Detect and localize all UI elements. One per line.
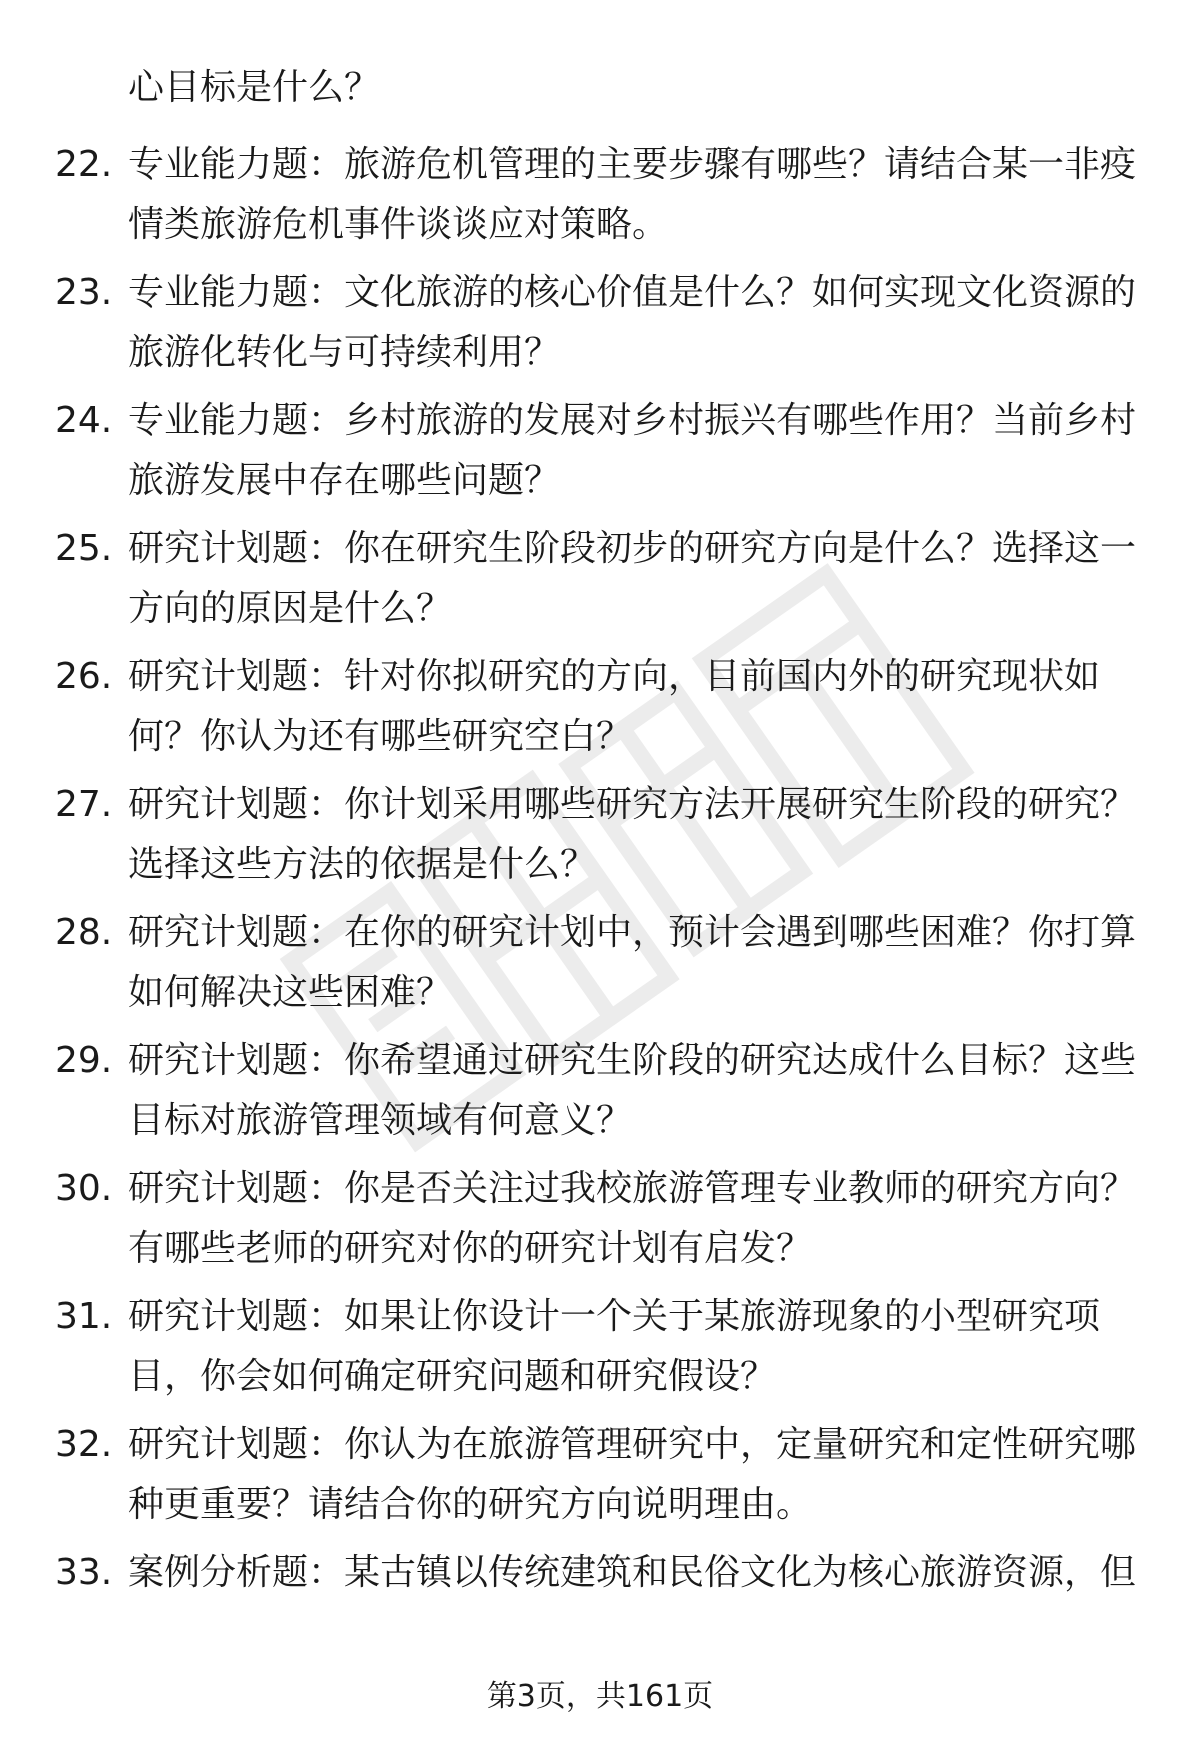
question-text: 研究计划题：针对你拟研究的方向，目前国内外的研究现状如何？你认为还有哪些研究空白？ [128, 656, 1101, 757]
page-footer: 第3页，共161页 [486, 1679, 714, 1714]
question-text: 研究计划题：你在研究生阶段初步的研究方向是什么？选择这一方向的原因是什么？ [128, 528, 1137, 629]
question-item [0, 775, 1200, 903]
question-list [0, 135, 1200, 1671]
question-text: 专业能力题：乡村旅游的发展对乡村振兴有哪些作用？当前乡村旅游发展中存在哪些问题？ [128, 400, 1137, 501]
question-item [0, 1159, 1200, 1287]
question-item [0, 1543, 1200, 1671]
question-text: 专业能力题：旅游危机管理的主要步骤有哪些？请结合某一非疫情类旅游危机事件谈谈应对策略。 [128, 144, 1137, 245]
question-number: 23. [55, 272, 113, 313]
continued-question-text: 心目标是什么？ [128, 67, 381, 108]
question-item [0, 263, 1200, 391]
question-item [0, 135, 1200, 263]
question-item [0, 903, 1200, 1031]
question-number: 29. [55, 1040, 113, 1081]
question-item [0, 647, 1200, 775]
question-item [0, 391, 1200, 519]
question-item [0, 1031, 1200, 1159]
question-number: 31. [55, 1296, 113, 1337]
question-number: 26. [55, 656, 113, 697]
question-text: 研究计划题：你计划采用哪些研究方法开展研究生阶段的研究？选择这些方法的依据是什么？ [128, 784, 1137, 885]
question-number: 30. [55, 1168, 113, 1209]
question-text: 案例分析题：某古镇以传统建筑和民俗文化为核心旅游资源，但 [128, 1552, 1137, 1593]
question-text: 专业能力题：文化旅游的核心价值是什么？如何实现文化资源的旅游化转化与可持续利用？ [128, 272, 1137, 373]
question-item [0, 1287, 1200, 1415]
question-number: 33. [55, 1552, 113, 1593]
question-text: 研究计划题：如果让你设计一个关于某旅游现象的小型研究项目，你会如何确定研究问题和研究假设？ [128, 1296, 1101, 1397]
question-number: 32. [55, 1424, 113, 1465]
question-item [0, 1415, 1200, 1543]
question-text: 研究计划题：你是否关注过我校旅游管理专业教师的研究方向？有哪些老师的研究对你的研究计划有启发？ [128, 1168, 1137, 1269]
question-text: 研究计划题：你认为在旅游管理研究中，定量研究和定性研究哪种更重要？请结合你的研究方向说明理由。 [128, 1424, 1137, 1525]
question-number: 27. [55, 784, 113, 825]
question-text: 研究计划题：在你的研究计划中，预计会遇到哪些困难？你打算如何解决这些困难？ [128, 912, 1137, 1013]
question-text: 研究计划题：你希望通过研究生阶段的研究达成什么目标？这些目标对旅游管理领域有何意义？ [128, 1040, 1137, 1141]
question-item [0, 519, 1200, 647]
question-number: 25. [55, 528, 113, 569]
question-number: 28. [55, 912, 113, 953]
question-number: 22. [55, 144, 113, 185]
question-number: 24. [55, 400, 113, 441]
